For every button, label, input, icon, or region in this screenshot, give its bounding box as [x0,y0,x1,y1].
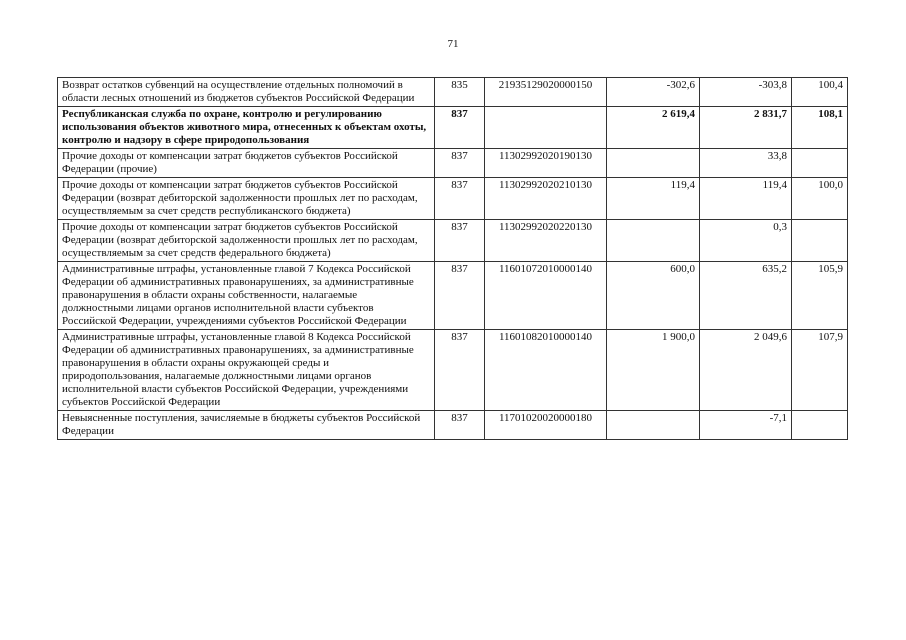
table-row [58,220,848,262]
percent-cell [792,220,848,262]
percent-cell: 105,9 [792,262,848,330]
plan-value-cell [607,411,700,440]
revenue-name-cell: Возврат остатков субвенций на осуществление отдельных полномочий в области лесных отношений из бюджетов субъектов Российской Федерации [58,78,435,107]
plan-value-cell: 119,4 [607,178,700,220]
percent-cell: 108,1 [792,107,848,149]
percent-cell: 100,0 [792,178,848,220]
admin-code-cell: 837 [435,411,485,440]
budget-code-cell: 11302992020220130 [485,220,607,262]
admin-code-cell: 837 [435,220,485,262]
budget-revenue-table [57,77,848,440]
admin-code-cell: 837 [435,107,485,149]
percent-cell [792,149,848,178]
fact-value-cell: -303,8 [700,78,792,107]
table-row [58,262,848,330]
table-row [58,330,848,411]
table-row [58,149,848,178]
fact-value-cell: 0,3 [700,220,792,262]
admin-code-cell: 835 [435,78,485,107]
budget-code-cell: 11302992020210130 [485,178,607,220]
budget-code-cell: 21935129020000150 [485,78,607,107]
plan-value-cell: 2 619,4 [607,107,700,149]
budget-code-cell: 11601072010000140 [485,262,607,330]
plan-value-cell [607,149,700,178]
table-row [58,107,848,149]
plan-value-cell [607,220,700,262]
revenue-name-cell: Невыясненные поступления, зачисляемые в бюджеты субъектов Российской Федерации [58,411,435,440]
percent-cell: 107,9 [792,330,848,411]
fact-value-cell: 635,2 [700,262,792,330]
revenue-name-cell: Прочие доходы от компенсации затрат бюджетов субъектов Российской Федерации (прочие) [58,149,435,178]
admin-code-cell: 837 [435,330,485,411]
admin-code-cell: 837 [435,178,485,220]
fact-value-cell: 119,4 [700,178,792,220]
percent-cell [792,411,848,440]
revenue-name-cell: Административные штрафы, установленные главой 8 Кодекса Российской Федерации об административных правонарушениях, за административные правонарушения в области охраны окружающей среды и природопользования, налагаемые должностными лицами органов исполнительной власти субъектов Российской Федерации, учреждениями субъектов Российской Федерации [58,330,435,411]
budget-code-cell [485,107,607,149]
page-number: 71 [447,38,459,50]
revenue-name-cell: Прочие доходы от компенсации затрат бюджетов субъектов Российской Федерации (возврат дебиторской задолженности прошлых лет по расходам, осуществляемым за счет средств федерального бюджета) [58,220,435,262]
fact-value-cell: 2 831,7 [700,107,792,149]
table-row [58,78,848,107]
budget-code-cell: 11302992020190130 [485,149,607,178]
fact-value-cell: 2 049,6 [700,330,792,411]
admin-code-cell: 837 [435,262,485,330]
fact-value-cell: 33,8 [700,149,792,178]
table-row [58,411,848,440]
revenue-name-cell: Прочие доходы от компенсации затрат бюджетов субъектов Российской Федерации (возврат дебиторской задолженности прошлых лет по расходам, осуществляемым за счет средств республиканского бюджета) [58,178,435,220]
revenue-name-cell: Республиканская служба по охране, контролю и регулированию использования объектов животного мира, отнесенных к объектам охоты, контролю и надзору в сфере природопользования [58,107,435,149]
percent-cell: 100,4 [792,78,848,107]
plan-value-cell: 600,0 [607,262,700,330]
admin-code-cell: 837 [435,149,485,178]
table-row [58,178,848,220]
budget-code-cell: 11601082010000140 [485,330,607,411]
plan-value-cell: 1 900,0 [607,330,700,411]
plan-value-cell: -302,6 [607,78,700,107]
revenue-name-cell: Административные штрафы, установленные главой 7 Кодекса Российской Федерации об административных правонарушениях, за административные правонарушения в области охраны собственности, налагаемые должностными лицами органов исполнительной власти субъектов Российской Федерации, учреждениями субъектов Российской Федерации [58,262,435,330]
table-body [58,78,848,440]
fact-value-cell: -7,1 [700,411,792,440]
budget-code-cell: 11701020020000180 [485,411,607,440]
